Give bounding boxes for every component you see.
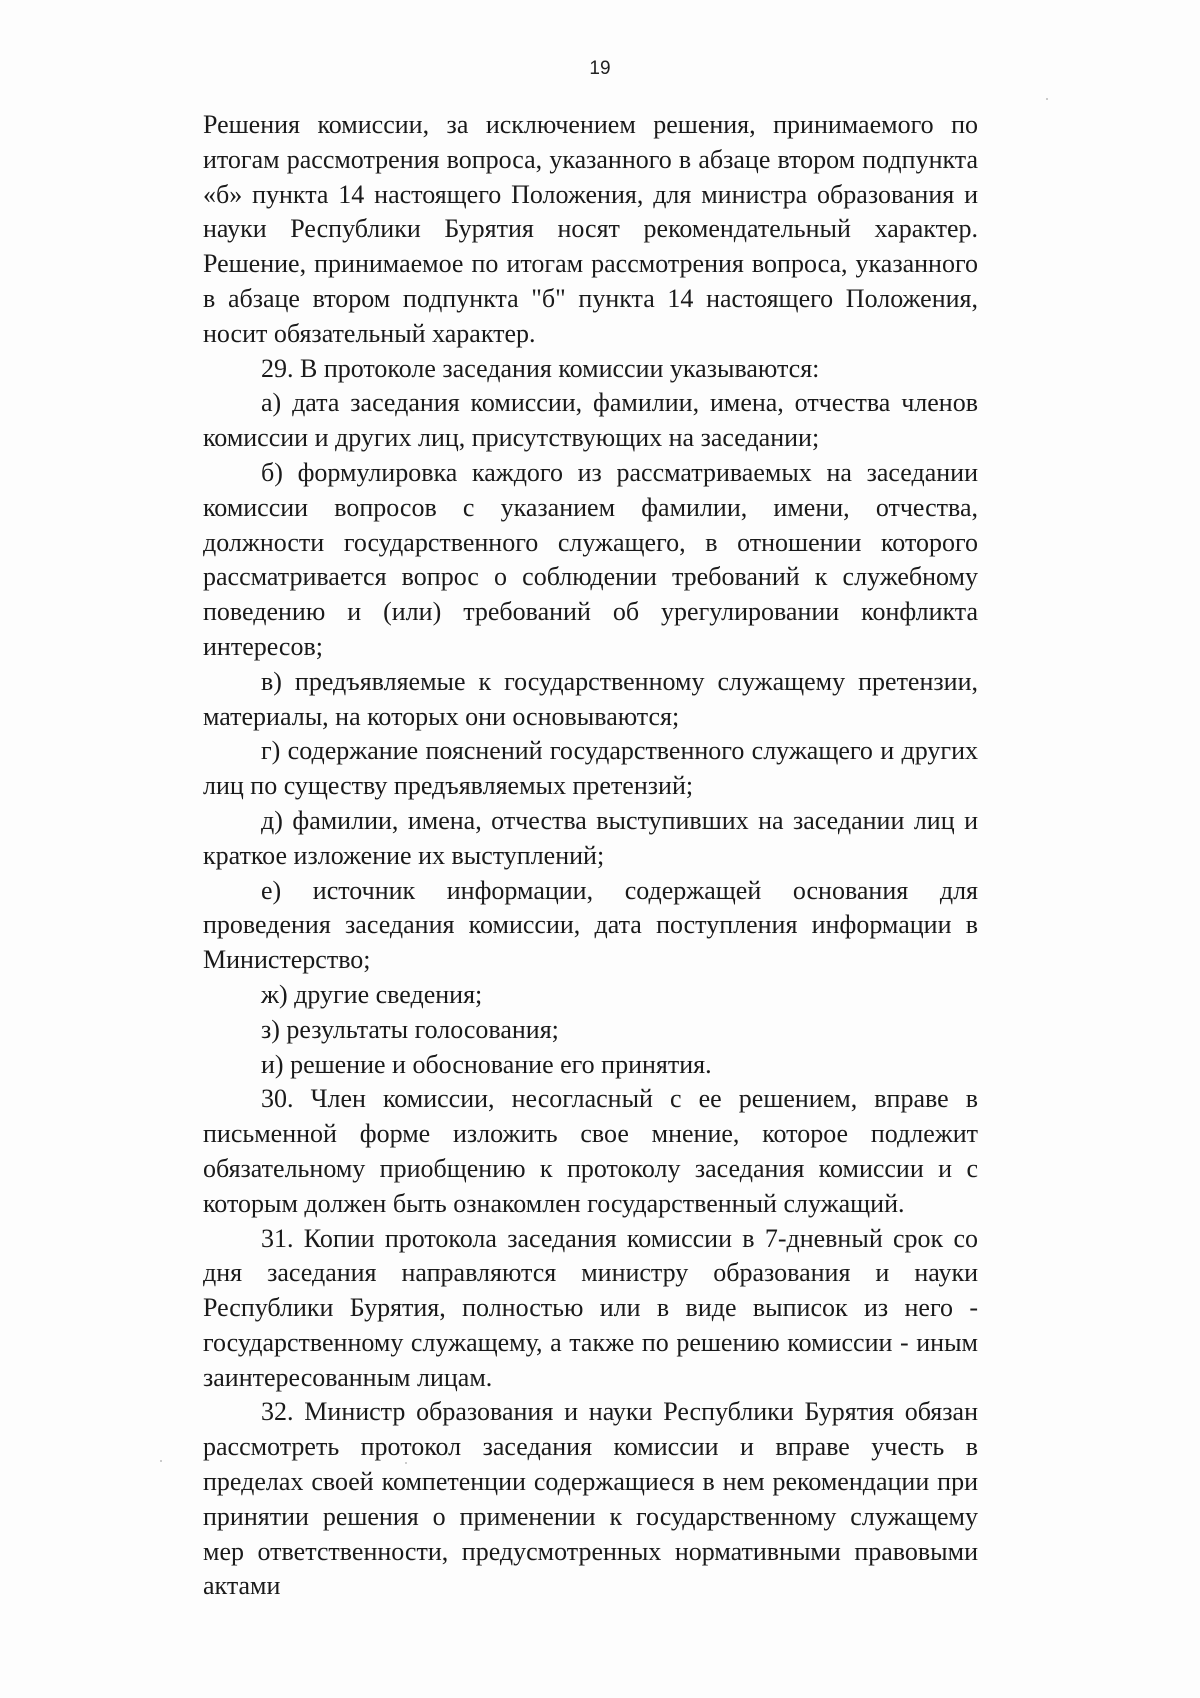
paragraph-32: 32. Министр образования и науки Республики Бурятия обязан рассмотреть протокол заседания комиссии и вправе учесть в пределах своей компетенции содержащиеся в нем рекомендации при принятии решения о применении к государственному служащему мер ответственности, предусмотренных нормативными правовыми актами [203, 1397, 978, 1601]
scan-speck [160, 1460, 162, 1462]
paragraph-29-b: б) формулировка каждого из рассматриваемых на заседании комиссии вопросов с указанием фамилии, имени, отчества, должности государственного служащего, в отношении которого рассматривается вопрос о соблюдении требований к служебному поведению и (или) требований об урегулировании конфликта интересов; [203, 457, 978, 661]
paragraph-29-i: и) решение и обоснование его принятия. [261, 1049, 712, 1079]
paragraph-29-g: г) содержание пояснений государственного служащего и других лиц по существу предъявляемых претензий; [203, 736, 978, 801]
paragraph-29: 29. В протоколе заседания комиссии указываются: [261, 353, 820, 383]
paragraph-29-v: в) предъявляемые к государственному служащему претензии, материалы, на которых они основываются; [203, 666, 978, 731]
scan-speck [405, 1462, 407, 1464]
paragraph-29-e: е) источник информации, содержащей основания для проведения заседания комиссии, дата поступления информации в Министерство; [203, 875, 978, 975]
paragraph-31: 31. Копии протокола заседания комиссии в 7-дневный срок со дня заседания направляются министру образования и науки Республики Бурятия, полностью или в виде выписок из него - государственному служащему, а также по решению комиссии - иным заинтересованным лицам. [203, 1223, 978, 1392]
document-body [203, 108, 978, 1604]
page-number: 19 [589, 58, 611, 79]
paragraph-29-zh: ж) другие сведения; [261, 979, 483, 1009]
scan-speck [1046, 98, 1048, 100]
paragraph-29-d: д) фамилии, имена, отчества выступивших на заседании лиц и краткое изложение их выступлений; [203, 805, 978, 870]
paragraph-30: 30. Член комиссии, несогласный с ее решением, вправе в письменной форме изложить свое мнение, которое подлежит обязательному приобщению к протоколу заседания комиссии и с которым должен быть ознакомлен государственный служащий. [203, 1084, 978, 1218]
paragraph-29-z: з) результаты голосования; [261, 1014, 559, 1044]
paragraph-intro: Решения комиссии, за исключением решения, принимаемого по итогам рассмотрения вопроса, указанного в абзаце втором подпункта «б» пункта 14 настоящего Положения, для министра образования и науки Республики Бурятия носят рекомендательный характер. Решение, принимаемое по итогам рассмотрения вопроса, указанного в абзаце втором подпункта "б" пункта 14 настоящего Положения, носит обязательный характер. [203, 110, 978, 348]
paragraph-29-a: а) дата заседания комиссии, фамилии, имена, отчества членов комиссии и других лиц, присутствующих на заседании; [203, 388, 978, 453]
